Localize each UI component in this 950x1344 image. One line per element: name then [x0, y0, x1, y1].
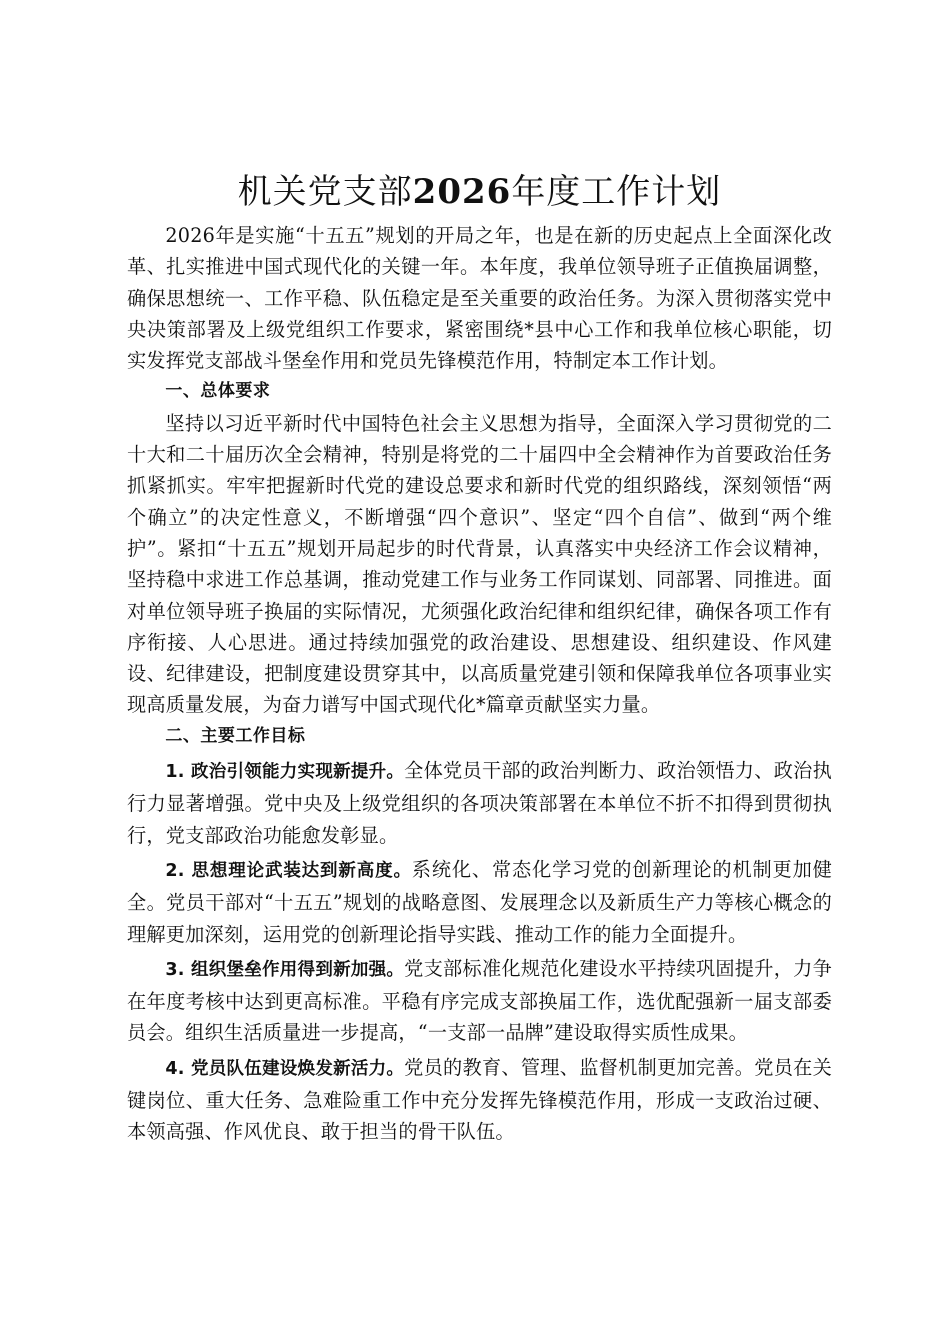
goal-body: 党员的教育、管理、监督机制更加完善。党员在关键岗位、重大任务、急难险重工作中充分发挥先锋模范作用，形成一支政治过硬、本领高强、作风优良、敢于担当的骨干队伍。 — [127, 1055, 832, 1144]
goal-item — [127, 953, 832, 1049]
title-suffix: 年度工作计划 — [511, 172, 722, 212]
goal-item — [127, 1052, 832, 1148]
goal-body: 全体党员干部的政治判断力、政治领悟力、政治执行力显著增强。党中央及上级党组织的各项决策部署在本单位不折不扣得到贯彻执行，党支部政治功能愈发彰显。 — [127, 759, 832, 847]
goal-body: 党支部标准化规范化建设水平持续巩固提升，力争在年度考核中达到更高标准。平稳有序完成支部换届工作，选优配强新一届支部委员会。组织生活质量进一步提高，“一支部一品牌”建设取得实质性成果。 — [127, 956, 832, 1045]
document-title — [127, 168, 832, 216]
goal-item — [127, 755, 832, 851]
goal-title: 2. 思想理论武装达到新高度。 — [165, 860, 412, 881]
goal-title: 3. 组织堡垒作用得到新加强。 — [165, 959, 405, 980]
goal-item — [127, 854, 832, 950]
intro-paragraph: 2026年是实施“十五五”规划的开局之年，也是在新的历史起点上全面深化改革、扎实推进中国式现代化的关键一年。本年度，我单位领导班子正值换届调整，确保思想统一、工作平稳、队伍稳定是至关重要的政治任务。为深入贯彻落实党中央决策部署及上级党组织工作要求，紧密围绕*县中心工作和我单位核心职能，切实发挥党支部战斗堡垒作用和党员先锋模范作用，特制定本工作计划。 — [127, 224, 832, 373]
section-heading-general: 一、总体要求 — [165, 381, 271, 402]
goal-title: 4. 党员队伍建设焕发新活力。 — [165, 1058, 405, 1079]
goal-body: 系统化、常态化学习党的创新理论的机制更加健全。党员干部对“十五五”规划的战略意图、发展理念以及新质生产力等核心概念的理解更加深刻，运用党的创新理论指导实践、推动工作的能力全面提升。 — [127, 857, 832, 946]
section-heading-goals: 二、主要工作目标 — [165, 725, 306, 746]
title-prefix: 机关党支部 — [237, 172, 413, 212]
title-year: 2026 — [412, 172, 512, 212]
goal-title: 1. 政治引领能力实现新提升。 — [165, 762, 405, 783]
general-requirements-paragraph: 坚持以习近平新时代中国特色社会主义思想为指导，全面深入学习贯彻党的二十大和二十届历次全会精神，特别是将党的二十届四中全会精神作为首要政治任务抓紧抓实。牢牢把握新时代党的建设总要求和新时代党的组织路线，深刻领悟“两个确立”的决定性意义，不断增强“四个意识”、坚定“四个自信”、做到“两个维护”。紧扣“十五五”规划开局起步的时代背景，认真落实中央经济工作会议精神，坚持稳中求进工作总基调，推动党建工作与业务工作同谋划、同部署、同推进。面对单位领导班子换届的实际情况，尤须强化政治纪律和组织纪律，确保各项工作有序衔接、人心思进。通过持续加强党的政治建设、思想建设、组织建设、作风建设、纪律建设，把制度建设贯穿其中，以高质量党建引领和保障我单位各项事业实现高质量发展，为奋力谱写中国式现代化*篇章贡献坚实力量。 — [127, 411, 832, 717]
